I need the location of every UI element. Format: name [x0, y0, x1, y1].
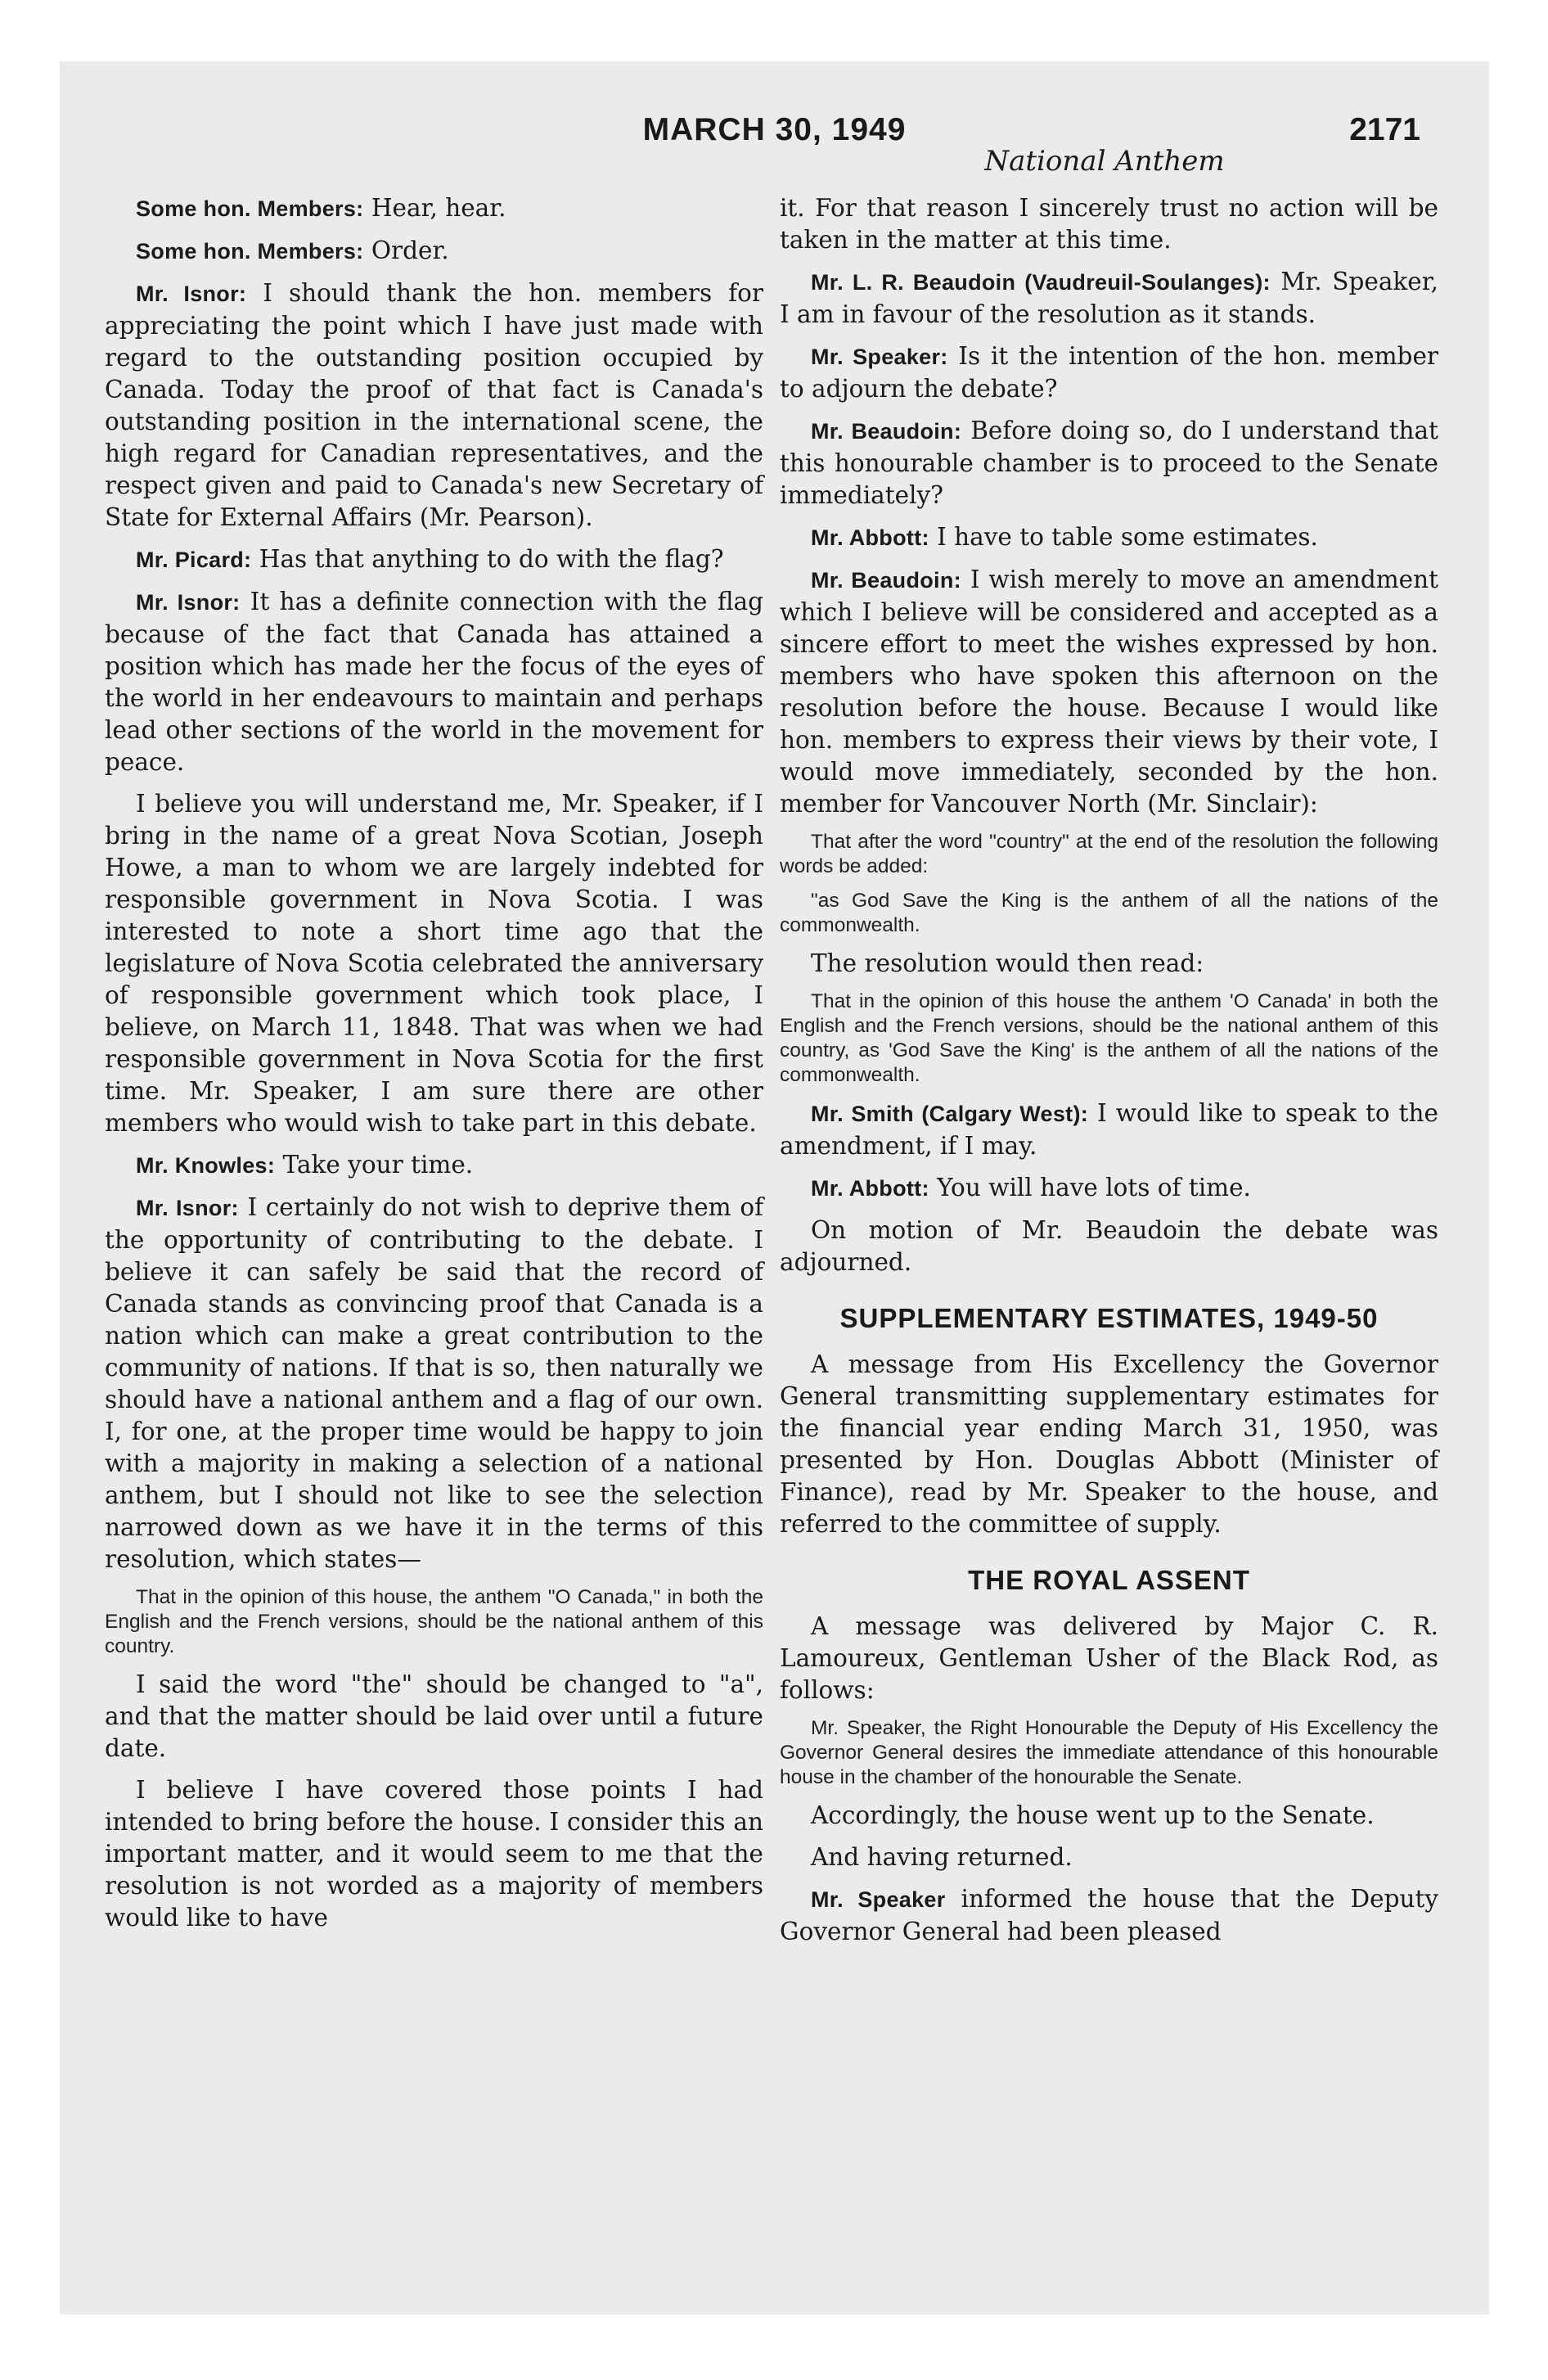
speech-text: I would like to speak to the amendment, if I may.: [780, 1099, 1438, 1160]
quoted-resolution: That after the word "country" at the end of the resolution the following words be added:: [780, 831, 1438, 877]
speaker-name: Mr. Smith (Calgary West):: [811, 1102, 1089, 1126]
speech-text: informed the house that the Deputy Governor General had been pleased: [780, 1885, 1438, 1945]
speech-paragraph: [105, 543, 763, 576]
section-heading: THE ROYAL ASSENT: [968, 1565, 1250, 1595]
speech-text: Is it the intention of the hon. member to adjourn the debate?: [780, 342, 1438, 403]
text-paragraph: I said the word "the" should be changed to "a", and that the matter should be laid over until a future date.: [105, 1670, 763, 1762]
header-date: MARCH 30, 1949: [642, 112, 907, 147]
quoted-resolution: Mr. Speaker, the Right Honourable the Deputy of His Excellency the Governor General desires the immediate attendance of this honourable house in the chamber of the honourable the Senate.: [780, 1717, 1438, 1788]
speech-text: Before doing so, do I understand that this honourable chamber is to proceed to the Senate immediately?: [780, 417, 1438, 509]
quoted-resolution: That in the opinion of this house the anthem 'O Canada' in both the English and the French versions, should be the national anthem of this country, as 'God Save the King' is the anthem of all the nations of the commonwealth.: [780, 990, 1438, 1086]
quoted-resolution: That in the opinion of this house, the anthem "O Canada," in both the English and the French versions, should be the national anthem of this country.: [105, 1586, 763, 1657]
speech-paragraph: [780, 415, 1438, 512]
speech-paragraph: [105, 586, 763, 778]
speaker-name: Mr. Picard:: [136, 548, 252, 572]
speaker-name: Mr. Speaker:: [811, 345, 948, 369]
speech-text: Hear, hear.: [363, 194, 506, 222]
speech-text: Mr. Speaker, I am in favour of the resolution as it stands.: [780, 268, 1438, 328]
speech-text: Take your time.: [275, 1151, 474, 1179]
speech-text: I certainly do not wish to deprive them of the opportunity of contributing to the debate. I believe it can safely be said that the record of Canada stands as convincing proof that Canada is a nation which can make a great contribution to the community of nations. If that is so, then naturally we should have a national anthem and a flag of our own. I, for one, at the proper time would be happy to join with a majority in making a selection of a national anthem, but I should not like to see the selection narrowed down as we have it in the terms of this resolution, which states—: [105, 1193, 763, 1573]
speaker-name: Mr. Isnor:: [136, 1196, 239, 1220]
page-number: 2171: [1349, 112, 1420, 147]
text-paragraph: A message was delivered by Major C. R. Lamoureux, Gentleman Usher of the Black Rod, as follows:: [780, 1612, 1438, 1704]
speaker-name: Mr. L. R. Beaudoin (Vaudreuil-Soulanges):: [811, 270, 1271, 295]
speaker-name: Mr. Isnor:: [136, 282, 247, 306]
speech-paragraph: [105, 277, 763, 534]
speech-paragraph: [105, 192, 763, 225]
speech-paragraph: [780, 521, 1438, 554]
text-paragraph: On motion of Mr. Beaudoin the debate was adjourned.: [780, 1216, 1438, 1276]
speech-paragraph: [780, 266, 1438, 331]
speech-text: I have to table some estimates.: [929, 523, 1318, 551]
speech-paragraph: [780, 340, 1438, 405]
speech-text: You will have lots of time.: [929, 1174, 1251, 1201]
speech-text: It has a definite connection with the flag because of the fact that Canada has attained a position which has made her the focus of the eyes of the world in her endeavours to maintain and perhaps lead other sections of the world in the movement for peace.: [105, 588, 763, 776]
text-paragraph: Accordingly, the house went up to the Senate.: [811, 1801, 1375, 1829]
right-column: [780, 192, 1438, 1958]
hansard-page: [60, 61, 1489, 2315]
speaker-name: Mr. Abbott:: [811, 525, 929, 550]
text-paragraph: And having returned.: [811, 1843, 1073, 1871]
speech-paragraph: [105, 235, 763, 268]
section-heading: SUPPLEMENTARY ESTIMATES, 1949-50: [839, 1303, 1379, 1333]
speech-paragraph: [780, 1883, 1438, 1948]
speaker-name: Mr. Speaker: [811, 1887, 946, 1912]
speaker-name: Mr. Beaudoin:: [811, 419, 962, 444]
speech-paragraph: [105, 1149, 763, 1182]
speech-text: Order.: [363, 237, 449, 264]
speech-text: Has that anything to do with the flag?: [251, 545, 724, 573]
text-paragraph: I believe you will understand me, Mr. Speaker, if I bring in the name of a great Nova Scotian, Joseph Howe, a man to whom we are largely indebted for responsible government in Nova Scotia. I was interested to note a short time ago that the legislature of Nova Scotia celebrated the anniversary of responsible government which took place, I believe, on March 11, 1848. That was when we had responsible government in Nova Scotia for the first time. Mr. Speaker, I am sure there are other members who would wish to take part in this debate.: [105, 790, 763, 1137]
text-paragraph: A message from His Excellency the Governor General transmitting supplementary estimates for the financial year ending March 31, 1950, was presented by Hon. Douglas Abbott (Minister of Finance), read by Mr. Speaker to the house, and referred to the committee of supply.: [780, 1350, 1438, 1538]
speaker-name: Some hon. Members:: [136, 239, 364, 264]
speaker-name: Mr. Abbott:: [811, 1176, 929, 1201]
quoted-resolution: "as God Save the King is the anthem of all the nations of the commonwealth.: [780, 890, 1438, 936]
text-paragraph: The resolution would then read:: [811, 949, 1204, 977]
running-subject: National Anthem: [984, 145, 1225, 178]
speech-paragraph: [780, 1098, 1438, 1162]
speech-text: I wish merely to move an amendment which I believe will be considered and accepted as a sincere effort to meet the wishes expressed by hon. members who have spoken this afternoon on the resolution before the house. Because I would like hon. members to express their views by their vote, I would move immediately, seconded by the hon. member for Vancouver North (Mr. Sinclair):: [780, 566, 1438, 818]
text-paragraph: I believe I have covered those points I had intended to bring before the house. I consider this an important matter, and it would seem to me that the resolution is not worded as a majority of members would like to have: [105, 1776, 763, 1931]
speech-text: I should thank the hon. members for appreciating the point which I have just made with regard to the outstanding position occupied by Canada. Today the proof of that fact is Canada's outstanding position in the international scene, the high regard for Canadian representatives, and the respect given and paid to Canada's new Secretary of State for External Affairs (Mr. Pearson).: [105, 279, 764, 531]
speaker-name: Mr. Knowles:: [136, 1153, 276, 1178]
text-paragraph: it. For that reason I sincerely trust no action will be taken in the matter at this time.: [780, 194, 1438, 254]
speech-paragraph: [105, 1192, 763, 1575]
speech-paragraph: [780, 564, 1438, 820]
speaker-name: Mr. Isnor:: [136, 590, 241, 615]
speaker-name: Mr. Beaudoin:: [811, 568, 961, 593]
speaker-name: Some hon. Members:: [136, 196, 364, 221]
speech-paragraph: [780, 1172, 1438, 1205]
left-column: [105, 192, 763, 1944]
